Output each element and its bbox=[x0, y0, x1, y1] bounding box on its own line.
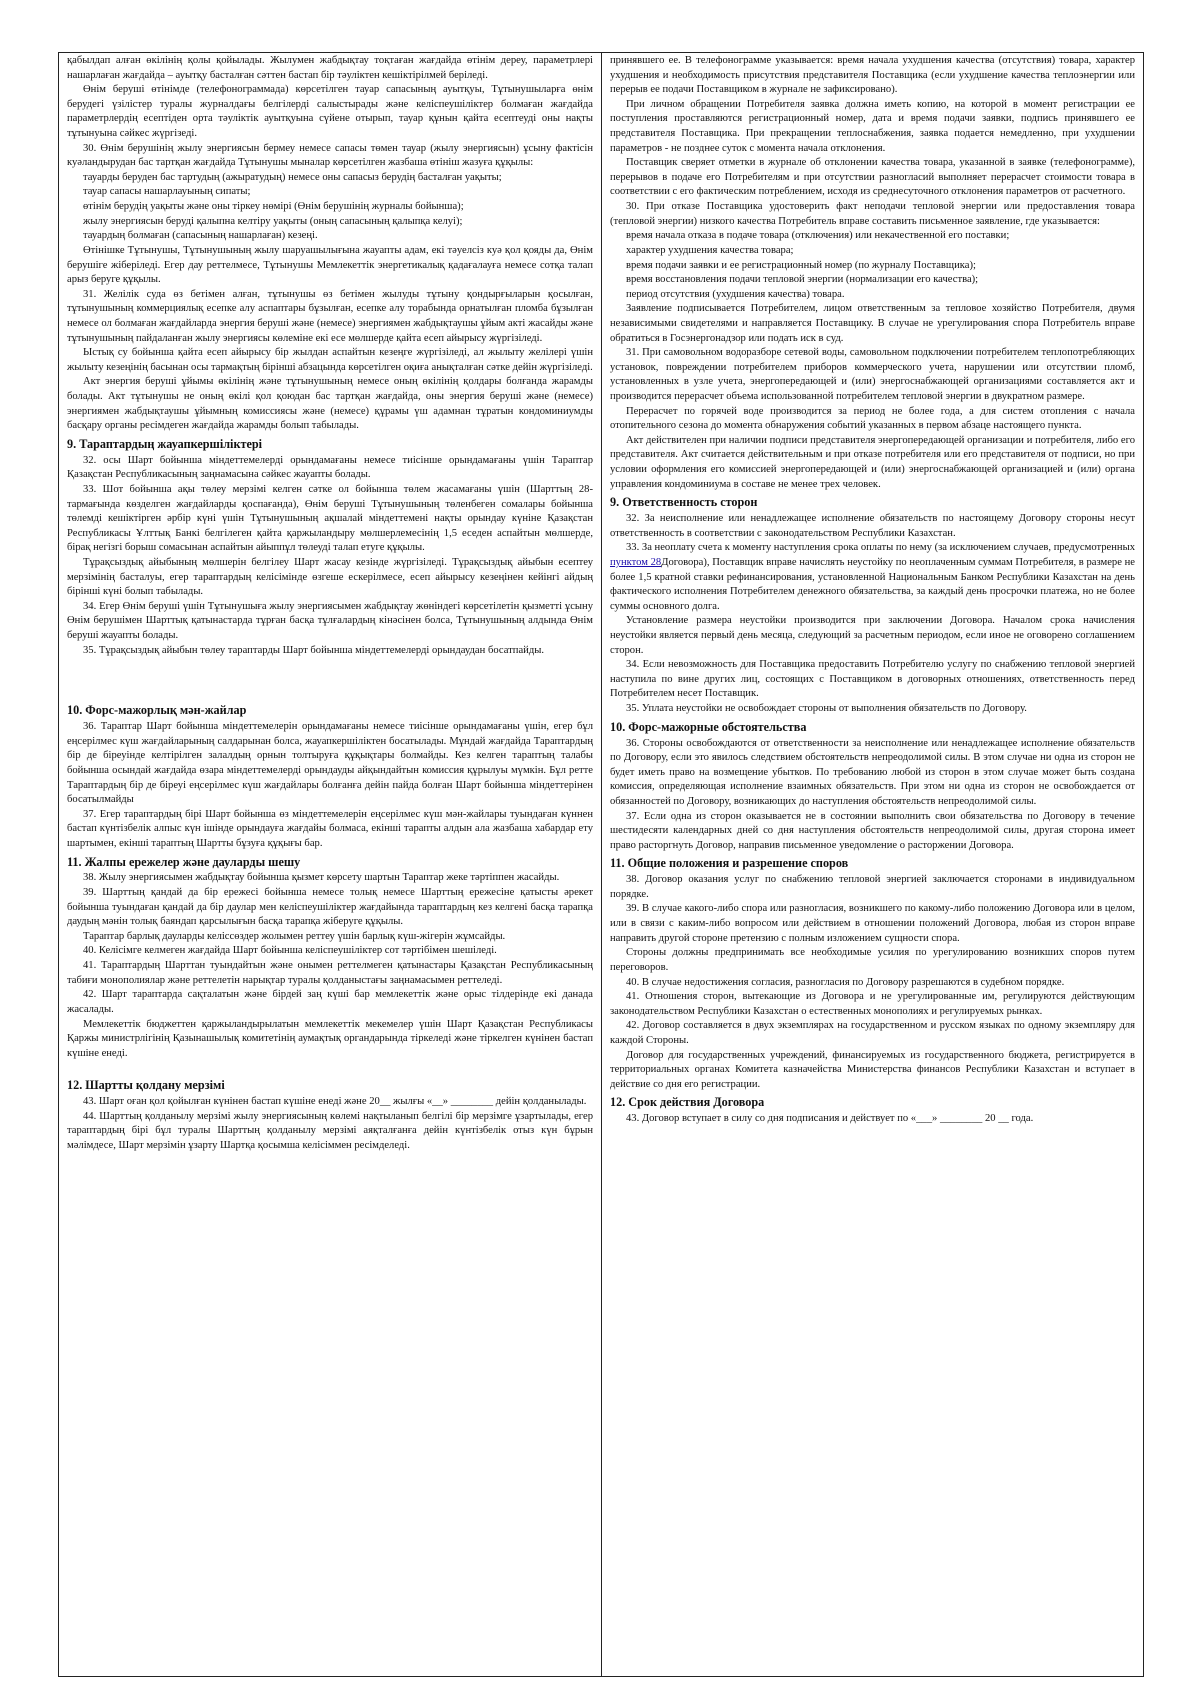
paragraph: Установление размера неустойки производится при заключении Договора. Началом срока начисления неустойки является первый день месяца, следующий за расчетным периодом, если иное не оговорено соглашением сторон. bbox=[610, 615, 1135, 656]
paragraph: Стороны должны предпринимать все необходимые усилия по урегулированию возникших споров путем переговоров. bbox=[610, 947, 1135, 973]
paragraph: 36. Тараптар Шарт бойынша міндеттемелерін орындамағаны немесе тиісінше орындамағаны үшін, егер бұл еңсерілмес күш жағдайларының салдарынан болса, жауапкершіліктен босатылады. Мұндай жағдайда Тараптардың бір де біреуінде келтірілген залалдың орнын толтыруға құқықтары болмайды. Кез келген тараптың талабы бойынша осындай жағдайда өзара міндеттемелерді орындауды айқындайтын комиссия құрылуы мүмкін. Бұл ретте Тараптардың бір де біреуі еңсерілмес күш жағдайлары болғанға дейін пайда болған Шарт бойынша міндеттерінен босатылмайды bbox=[67, 721, 593, 806]
paragraph-text: 33. За неоплату счета к моменту наступления срока оплаты по нему (за исключением случаев, предусмотренных bbox=[626, 542, 1135, 554]
section-heading: 10. Форс-мажорлық мән-жайлар bbox=[67, 703, 247, 718]
paragraph: принявшего ее. В телефонограмме указывается: время начала ухудшения качества (отсутствия) товара, характер ухудшения и необходимость присутствия представителя Поставщика (если ухудшение качества теплоэнергии или перерыв ее подачи Поставщиком в журнале не зафиксировано). bbox=[610, 55, 1135, 96]
paragraph: Акт энергия беруші ұйымы өкілінің және тұтынушының немесе оның өкілінің қолдары болғанда жарамды болады. Акт тұтынушы не оның өкілі қол қоюдан бас тартқан жағдайда, оны энергия беруші және (немесе) энергиямен жабдықтаушы ұйымның комиссиясы және (немесе) құрамы үш адамнан тұратын кондоминиумды басқару органы ресімдеген жағдайда жарамды болып табылады. bbox=[67, 376, 593, 432]
russian-column bbox=[601, 53, 1143, 1676]
list-item: тауардың болмаған (сапасының нашарлаған) кезеңі. bbox=[83, 230, 318, 242]
paragraph: 40. В случае недостижения согласия, разногласия по Договору разрешаются в судебном порядке. bbox=[626, 976, 1065, 988]
list-item: тауарды беруден бас тартудың (ажыратудың) немесе оны сапасыз берудің басталған уақыты; bbox=[83, 171, 502, 183]
paragraph: 38. Жылу энергиясымен жабдықтау бойынша қызмет көрсету шартын Тараптар жеке тәртіппен жасайды. bbox=[83, 872, 560, 884]
paragraph: Өтінішке Тұтынушы, Тұтынушының жылу шаруашылығына жауапты адам, екі тәуелсіз куә қол қояды да, Өнім берушіге жіберіледі. Егер дау реттелмесе, Тұтынушы Мемлекеттік энергетикалық қадағалауға немесе сотқа талап арыз беруге құқылы. bbox=[67, 244, 593, 286]
paragraph: Заявление подписывается Потребителем, лицом ответственным за тепловое хозяйство Потребителя, двумя независимыми свидетелями и направляется Поставщику. В случае не урегулирования спора Потребитель вправе обратиться в Госэнергонадзор или подать иск в суд. bbox=[610, 303, 1135, 344]
paragraph: 30. Өнім берушінің жылу энергиясын бермеу немесе сапасы төмен тауар (жылу энергиясын) ұсыну фактісін куәландырудан бас тартқан жағдайда Тұтынушы мыналар көрсетілген жазбаша өтініш жазуға құқылы: bbox=[67, 142, 593, 169]
paragraph: 30. При отказе Поставщика удостоверить факт неподачи тепловой энергии или предоставления товара (тепловой энергии) низкого качества Потребитель вправе составить письменное заявление, где указывается: bbox=[610, 201, 1135, 227]
paragraph: 41. Отношения сторон, вытекающие из Договора и не урегулированные им, регулируются действующим законодательством Республики Казахстан о естественных монополиях и регулируемых рынках. bbox=[610, 991, 1135, 1017]
paragraph: Акт действителен при наличии подписи представителя энергопередающей организации и потребителя, либо его представителя. Акт считается действительным и при отказе потребителя или его представителя от подписи, но при условии оформления его комиссией энергопередающей и (или) энергоснабжающей организацией и (или) органа управления кондоминиума в составе не менее трех человек. bbox=[610, 434, 1135, 490]
spacer bbox=[67, 658, 593, 700]
paragraph: 34. Егер Өнім беруші үшін Тұтынушыға жылу энергиясымен жабдықтау жөніндегі көрсетілетін қызметті ұсыну Өнім берушімен Шарттық қатынастарда тұрған басқа тұлғалардың кінәсінен болса, Тұтынушының алдында Өнім беруші жауапты болады. bbox=[67, 600, 593, 642]
paragraph: 43. Договор вступает в силу со дня подписания и действует по «___» ________ 20 __ года. bbox=[626, 1113, 1034, 1125]
section-heading: 11. Общие положения и разрешение споров bbox=[610, 856, 849, 871]
paragraph: 42. Договор составляется в двух экземплярах на государственном и русском языках по одному экземпляру для каждой Стороны. bbox=[610, 1020, 1135, 1046]
section-heading: 10. Форс-мажорные обстоятельства bbox=[610, 719, 807, 734]
paragraph: Перерасчет по горячей воде производится за период не более года, а для систем отопления с начала отопительного сезона до момента обнаружения событий указанных в первом абзаце настоящего пункта. bbox=[610, 405, 1135, 432]
paragraph: Тараптар барлық дауларды келіссөздер жолымен реттеу үшін барлық күш-жігерін жұмсайды. bbox=[83, 930, 506, 942]
list-item: время восстановления подачи тепловой энергии (нормализации его качества); bbox=[626, 274, 979, 286]
paragraph: 39. Шарттың қандай да бір ережесі бойынша немесе толық немесе Шарттың ережесіне қатысты әрекет бойынша туындаған қандай да бір даулар мен келіспеушіліктер жағдайында тараптардың кез келгені басқа тарапқа даудың мәнін толық баяндап қарсылығын басқа тарапқа жіберуге құқылы. bbox=[67, 887, 593, 928]
list-item: период отсутствия (ухудшения качества) товара. bbox=[626, 288, 845, 300]
paragraph: 37. Если одна из сторон оказывается не в состоянии выполнить свои обязательства по Договору в течение шестидесяти календарных дней со дня наступления обстоятельств непреодолимой силы, другая сторона имеет право расторгнуть Договор, направив письменное уведомление о расторжении Договора. bbox=[610, 810, 1135, 851]
paragraph: При личном обращении Потребителя заявка должна иметь копию, на которой в момент регистрации ее поступления проставляются регистрационный номер, дата и время подачи заявки, подпись принявшего ее представителя Поставщика. При прекращении теплоснабжения, заявка подается немедленно, при ухудшении параметров - не позднее суток с момента начала отклонения. bbox=[610, 98, 1135, 154]
paragraph: 40. Келісімге келмеген жағдайда Шарт бойынша келіспеушіліктер сот тәртібімен шешіледі. bbox=[83, 945, 497, 957]
paragraph-text: Договора), Поставщик вправе начислять неустойку по неоплаченным суммам Потребителя, в размере не более 1,5 кратной ставки рефинансирования, установленной Национальным Банком Республики Казахстан на день фактического исполнения Потребителем денежного обязательства, за каждый день просрочки платежа, но не более суммы основного долга. bbox=[610, 556, 1135, 612]
paragraph: Договор для государственных учреждений, финансируемых из государственного бюджета, регистрируется в территориальных органах Комитета казначейства Министерства финансов Республики Казахстан и вступает в действие со дня его регистрации. bbox=[610, 1049, 1135, 1090]
paragraph: 32. осы Шарт бойынша міндеттемелерді орындамағаны немесе тиісінше орындамағаны үшін Тараптар Қазақстан Республикасының заңнамасына сәйкес жауапты болады. bbox=[67, 454, 593, 481]
paragraph: 43. Шарт оған қол қойылған күнінен бастап күшіне енеді және 20__ жылғы «__» ________ дейін қолданылады. bbox=[83, 1096, 587, 1108]
list-item: тауар сапасы нашарлауының сипаты; bbox=[83, 186, 251, 198]
section-heading: 9. Ответственность сторон bbox=[610, 495, 758, 510]
paragraph: 38. Договор оказания услуг по снабжению тепловой энергией заключается сторонами в индивидуальном порядке. bbox=[610, 874, 1135, 900]
paragraph: Мемлекеттік бюджеттен қаржыландырылатын мемлекеттік мекемелер үшін Шарт Қазақстан Республикасы Қаржы министрлігінің Қазынашылық комитетінің аумақтық органдарында тіркеледі және тіркелген күнінен бастап күшіне енеді. bbox=[67, 1018, 593, 1059]
paragraph: 31. При самовольном водоразборе сетевой воды, самовольном подключении потребителем теплопотребляющих установок, повреждении потребителем приборов коммерческого учета, нарушении или отсутствии пломб, установленных в узле учета, энергопередающей и (или) энергоснабжающей организациями составляется акт и производится перерасчет объема использованной потребителем тепловой энергии в двукратном размере. bbox=[610, 347, 1135, 403]
paragraph: 42. Шарт тараптарда сақталатын және бірдей заң күші бар мемлекеттік және орыс тілдерінде екі данада жасалады. bbox=[67, 989, 593, 1015]
list-item: время начала отказа в подаче товара (отключения) или некачественной его поставки; bbox=[626, 230, 1010, 242]
paragraph: 34. Если невозможность для Поставщика предоставить Потребителю услугу по снабжению тепловой энергией наступила по вине других лиц, состоящих с Поставщиком в договорных отношениях, ответственность перед Потребителем несет Поставщик. bbox=[610, 659, 1135, 700]
paragraph: Ыстық су бойынша қайта есеп айырысу бір жылдан аспайтын кезеңге жүргізіледі, ал жылыту желілері үшін жылыту кезеңінің басынан осы тармақтың бірінші абзацында көрсетілген оқиға анықталған сәтке дейін жүргізіледі. bbox=[67, 347, 593, 373]
paragraph: Тұрақсыздық айыбының мөлшерін белгілеу Шарт жасау кезінде жүргізіледі. Тұрақсыздық айыбын есептеу мерзімінің басталуы, егер тараптардың келісімінде өзгеше ескерілмесе, есеп айырысу кезеңінен кейінгі айдың бірінші күні болып табылады. bbox=[67, 556, 593, 598]
section-heading: 12. Шартты қолдану мерзімі bbox=[67, 1078, 225, 1093]
clause-28-link[interactable]: пунктом 28 bbox=[610, 556, 662, 568]
list-item: характер ухудшения качества товара; bbox=[626, 244, 794, 256]
list-item: время подачи заявки и ее регистрационный номер (по журналу Поставщика); bbox=[626, 259, 976, 271]
paragraph: қабылдап алған өкілінің қолы қойылады. Жылумен жабдықтау тоқтаған жағдайда өтінім дереу, параметрлері нашарлаған жағдайда – ауытқу басталған сәттен бастап бір тәуліктен кешіктірілмей беріледі. bbox=[67, 55, 593, 81]
paragraph: 35. Уплата неустойки не освобождает стороны от выполнения обязательств по Договору. bbox=[626, 703, 1027, 715]
list-item: жылу энергиясын беруді қалыпна келтіру уақыты (оның сапасының қалыпқа келуі); bbox=[83, 215, 463, 227]
paragraph: 36. Стороны освобождаются от ответственности за неисполнение или ненадлежащее исполнение обязательств по Договору, если это явилось следствием обстоятельств непреодолимой силы. В этом случае ни одна из сторон не будет иметь право на возмещение убытков. По требованию любой из сторон в этом случае может быть создана комиссия, определяющая исполнение взаимных обязательств. При этом ни одна из сторон не освобождается от обязанностей по Договору, возникающих до наступления обстоятельств непреодолимой силы. bbox=[610, 737, 1135, 807]
paragraph: 32. За неисполнение или ненадлежащее исполнение обязательств по настоящему Договору стороны несут ответственность в соответствии с законодательством Республики Казахстан. bbox=[610, 513, 1135, 539]
paragraph: Өнім беруші өтінімде (телефонограммада) көрсетілген тауар сапасының ауытқуы, Тұтынушыларға өнім берудегі үзілістер туралы журналдағы белгілерді салыстырады және келіспеушіліктер болмаған жағдайда параметрлердің есептіден орта тәуліктік ауытқуына сүйене отырып, тауар құнын қайта есептеуді оны нақты тұтынуына сәйкес жүргізеді. bbox=[67, 84, 593, 140]
paragraph: 41. Тараптардың Шарттан туындайтын және онымен реттелмеген қатынастары Қазақстан Республикасының табиғи монополиялар және реттелетін нарықтар туралы қолданыстағы заңнамасымен реттеледі. bbox=[67, 960, 593, 986]
document-page bbox=[58, 52, 1144, 1677]
section-heading: 9. Тараптардың жауапкершіліктері bbox=[67, 436, 263, 451]
section-heading: 12. Срок действия Договора bbox=[610, 1095, 765, 1110]
paragraph: 44. Шарттың қолданылу мерзімі жылу энергиясының көлемі нақтыланып белгілі бір мерзімге ұзартылады, егер тараптардың бірі бұл туралы Шарттың қолданылу мерзімі аяқталғанға дейін күнтізбелік отыз күн бұрын мәлімдесе, Шарт мерзімін ұзарту Шартқа қосымша келісіммен ресімделеді. bbox=[67, 1110, 593, 1152]
spacer bbox=[67, 1061, 593, 1075]
kazakh-column bbox=[59, 53, 601, 1676]
paragraph: 35. Тұрақсыздық айыбын төлеу тараптарды Шарт бойынша міндеттемелерді орындаудан босатпайды. bbox=[83, 644, 544, 656]
section-heading: 11. Жалпы ережелер және дауларды шешу bbox=[67, 854, 301, 869]
paragraph: 39. В случае какого-либо спора или разногласия, возникшего по какому-либо положению Договора или в целом, или в связи с каким-либо вопросом или действием в отношении положений Договора, любая из сторон вправе направить другой стороне претензию с полным изложением сущности спора. bbox=[610, 903, 1135, 944]
paragraph: 33. Шот бойынша ақы төлеу мерзімі келген сәтке ол бойынша төлем жасамағаны үшін (Шарттың 28-тармағында көзделген жағдайларды қоспағанда), Өнім беруші Тұтынушының төленбеген сомалары бойынша төлемді кешіктірген әрбір күні үшін Тұтынушының ақшалай міндеттемені нақты орындау күніне Қазақстан Республикасы Ұлттық Банкі белгілеген қайта қаржыландыру мөлшерлемесінің 1,5 еседен аспайтын мөлшерде, бірақ негізгі борыш сомасынан аспайтын айыппұл төлеуді талап етуге құқылы. bbox=[67, 483, 593, 554]
paragraph: 37. Егер тараптардың бірі Шарт бойынша өз міндеттемелерін еңсерілмес күш мән-жайлары туындаған күннен бастап күнтізбелік алпыс күн ішінде орындауға жағдайы болмаса, екінші тарапты алдын ала жазбаша хабардар ету шартымен, екінші тараптың Шартты бұзуға құқығы бар. bbox=[67, 808, 593, 849]
paragraph: Поставщик сверяет отметки в журнале об отклонении качества товара, указанной в заявке (телефонограмме), перерывов в подаче его Потребителям и при отсутствии разногласий выполняет перерасчет стоимости товара в соответствии с его фактическим потреблением, исходя из среднесуточного отклонения параметров от расчетного. bbox=[610, 157, 1135, 198]
paragraph: 31. Желілік суда өз бетімен алған, тұтынушы өз бетімен жылуды тұтыну қондырғыларын қосылған, тұтынушының коммерциялық есепке алу аспаптары бұзылған, есепке алу торабында орнатылған пломба бұзылған немесе ол болмаған жағдайларда энергия беруші және (немесе) энергиямен жабдықтаушы ұйым акті жасайды және тұтынушының пайдаланған жылу энергиясы көлеміне екі есе мөлшерде қайта есеп айырысу жүргізіледі. bbox=[67, 288, 593, 344]
paragraph bbox=[610, 541, 1135, 614]
list-item: өтінім берудің уақыты және оны тіркеу нөмірі (Өнім берушінің журналы бойынша); bbox=[83, 201, 464, 213]
